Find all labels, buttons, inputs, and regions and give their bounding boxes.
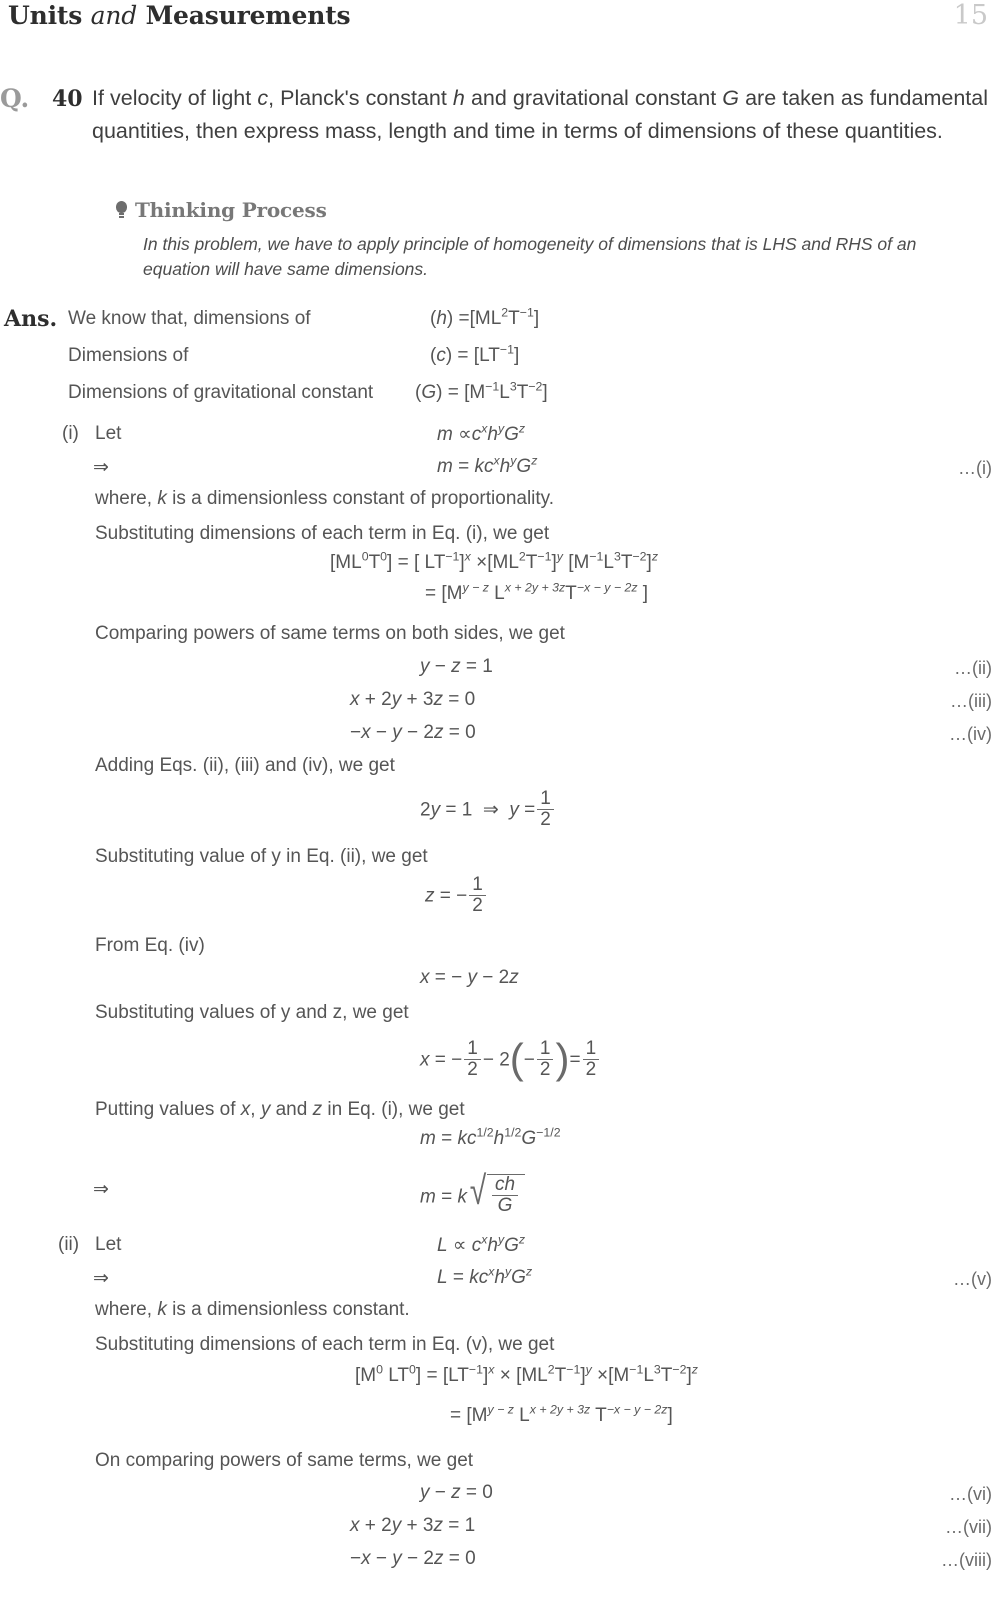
sqrt-ch-over-G: √ $\frac{ch}{G}$ xyxy=(467,1174,525,1217)
equation-vi-math: y − z = 0 xyxy=(420,1482,493,1503)
substituting-eq-i-text: Substituting dimensions of each term in Eq. (i), we get xyxy=(95,523,550,544)
on-comparing-text: On comparing powers of same terms, we get xyxy=(95,1450,474,1471)
substituted-dimensions-i: $[ML^0T^0]$ = [ $LT^{-1}]^x \times[ML^2T^{-1}]^y$ $[M^{-1}L^3T^{-2}]^z$ xyxy=(330,549,658,573)
page-title-part2: and xyxy=(90,1,138,30)
where-k-constant: where, k is a dimensionless constant. xyxy=(95,1299,410,1320)
thinking-process-block xyxy=(115,198,945,282)
equation-ref-ii: …(ii) xyxy=(954,658,992,678)
equation-ref-v: …(v) xyxy=(953,1269,992,1289)
implies-arrow-3: ⇒ xyxy=(93,1268,109,1289)
equation-iv-math: −x − y − 2z = 0 xyxy=(350,722,476,743)
answer-line-dimensions-h-text: We know that, dimensions of xyxy=(68,308,311,329)
bulb-icon xyxy=(115,201,128,220)
equation-ii-math: y − z = 1 xyxy=(420,656,493,677)
m-exponent-form: $m = kc^{1/2}h^{1/2}G^{-1/2}$ xyxy=(420,1125,561,1149)
fraction-one-half-c: $\frac{1}{2}$ xyxy=(583,1039,600,1080)
implies-arrow-2: ⇒ xyxy=(93,1179,109,1200)
part-ii-label: (ii) xyxy=(58,1234,80,1255)
equation-i-math: $m = kc^xh^yG^z$ xyxy=(437,453,538,477)
comparing-powers-text: Comparing powers of same terms on both sides, we get xyxy=(95,623,565,644)
x-equals-expression: x = − y − 2z xyxy=(420,967,519,988)
thinking-process-body: In this problem, we have to apply principle of homogeneity of dimensions that is LHS and RHS of an equation will have same dimensions. xyxy=(143,234,917,279)
substituted-dimensions-v: [$M^0$ $LT^0] = [LT^{-1}]^x \times [ML^2T^{-1}]^y \times[M^{-1}L^3T^{-2}]^z$ xyxy=(355,1362,698,1386)
answer-line-dimensions-c-text: Dimensions of xyxy=(68,345,189,366)
putting-values-text: Putting values of x, y and z in Eq. (i), we get xyxy=(95,1099,465,1120)
equation-ref-vi: …(vi) xyxy=(949,1484,992,1504)
answer-line-dimensions-G-math: $(G) = [M^{-1}L^3T^{-2}]$ xyxy=(415,379,548,403)
page-title-part3: Measurements xyxy=(145,1,351,30)
m-sqrt-form: m = k √ $\frac{ch}{G}$ xyxy=(420,1176,525,1219)
from-eq-iv-text: From Eq. (iv) xyxy=(95,935,205,956)
equation-ref-viii: …(viii) xyxy=(941,1550,992,1570)
substituting-eq-v-text: Substituting dimensions of each term in Eq. (v), we get xyxy=(95,1334,555,1355)
fraction-one-half-b: $\frac{1}{2}$ xyxy=(537,1039,554,1080)
fraction-half-y: $\frac{1}{2}$ xyxy=(537,789,554,830)
where-k-proportionality: where, k is a dimensionless constant of proportionality. xyxy=(95,488,555,509)
thinking-process-title: Thinking Process xyxy=(135,198,327,222)
equation-vii-math: x + 2y + 3z = 1 xyxy=(350,1515,476,1536)
question-text: If velocity of light c, Planck's constant h and gravitational constant G are taken as fundamental quantities, then express mass, length and time in terms of dimensions of these quantities. xyxy=(92,86,989,143)
answer-line-dimensions-G-text: Dimensions of gravitational constant xyxy=(68,382,374,403)
part-i-label: (i) xyxy=(62,423,79,444)
answer-line-dimensions-h-math: $(h) =[ML^2T^{-1}]$ xyxy=(430,305,540,329)
simplified-dimensions-v: = [$M^{y - z}$ $L^{x + 2y + 3z}$ $T^{-x - y - 2z}$] xyxy=(450,1402,673,1426)
part-i-let: Let xyxy=(95,423,122,444)
fraction-ch-over-G: $\frac{ch}{G}$ xyxy=(492,1175,518,1216)
two-y-equals-one: 2y = 1 ⇒ y = $\frac{1}{2}$ xyxy=(420,790,556,831)
page-title-part1: Units xyxy=(8,1,83,30)
part-ii-let: Let xyxy=(95,1234,122,1255)
equation-iii-math: x + 2y + 3z = 0 xyxy=(350,689,476,710)
equation-v-math: $L = kc^xh^yG^z$ xyxy=(437,1264,533,1288)
equation-ref-iii: …(iii) xyxy=(950,691,992,711)
answer-line-dimensions-c-math: $(c) = [LT^{-1}]$ xyxy=(430,342,520,366)
fraction-one-half-a: $\frac{1}{2}$ xyxy=(464,1039,481,1080)
implies-arrow-1: ⇒ xyxy=(93,457,109,478)
part-ii-proportionality: $L \propto c^xh^yG^z$ xyxy=(437,1232,526,1256)
adding-eqs-text: Adding Eqs. (ii), (iii) and (iv), we get xyxy=(95,755,395,776)
question-marker: Q. xyxy=(0,84,30,113)
answer-label: Ans. xyxy=(4,306,58,332)
page-title xyxy=(8,1,350,30)
equation-ref-vii: …(vii) xyxy=(945,1517,992,1537)
substituting-y-text: Substituting value of y in Eq. (ii), we get xyxy=(95,846,428,867)
question-block xyxy=(0,82,998,148)
equation-ref-iv: …(iv) xyxy=(949,724,992,744)
part-i-proportionality: $m \propto c^xh^yG^z$ xyxy=(437,421,526,445)
equation-viii-math: −x − y − 2z = 0 xyxy=(350,1548,476,1569)
x-value-computation: x = − $\frac{1}{2}$ − 2(− $\frac{1}{2}$ )= $\frac{1}{2}$ xyxy=(420,1040,601,1081)
z-equals-negative-half: z = − $\frac{1}{2}$ xyxy=(425,876,488,917)
equation-ref-i: …(i) xyxy=(958,458,992,478)
question-number: 40 xyxy=(52,86,83,112)
page-header xyxy=(8,0,988,44)
fraction-half-z: $\frac{1}{2}$ xyxy=(469,875,486,916)
simplified-dimensions-i: = [$M^{y - z}$ $L^{x + 2y + 3z}T^{-x - y - 2z}$ ] xyxy=(425,580,649,604)
substituting-y-z-text: Substituting values of y and z, we get xyxy=(95,1002,409,1023)
page-number: 15 xyxy=(953,0,988,31)
thinking-process-header xyxy=(115,198,945,222)
